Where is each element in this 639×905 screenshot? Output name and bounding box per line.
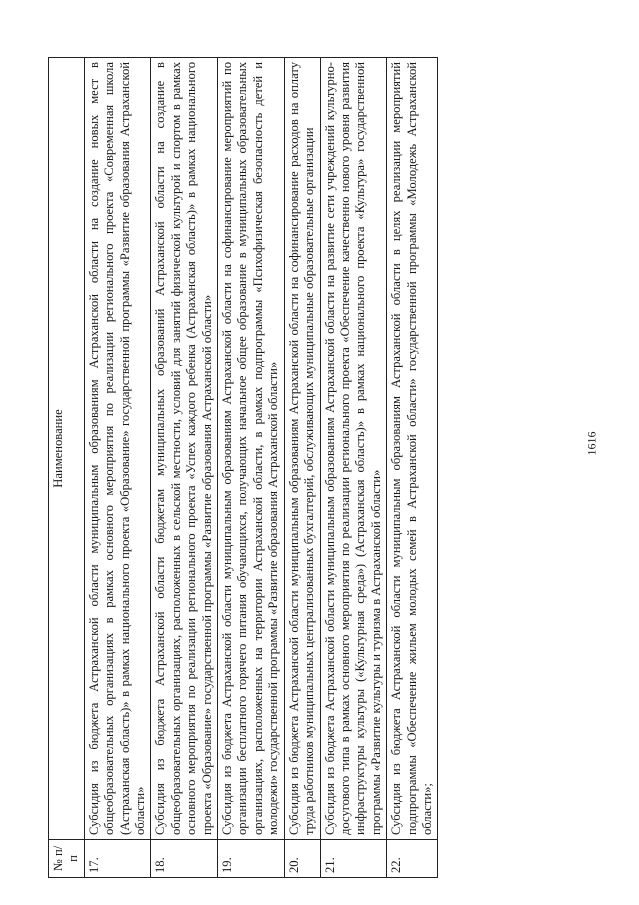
header-name: Наименование (49, 58, 85, 840)
row-number: 20. (284, 840, 320, 878)
table-row (284, 58, 320, 878)
row-text: Субсидия из бюджета Астраханской области муниципальным образованиям Астраханской области на софинансирование расходов на оплату труда работников муниципальных централизованных бухгалтерий, обслуживающих муниципальные образовательные организации (284, 58, 320, 840)
row-number: 19. (218, 840, 285, 878)
table-row (320, 58, 387, 878)
row-text: Субсидия из бюджета Астраханской области муниципальным образованиям Астраханской области в целях реализации мероприятий подпрограммы «Обеспечение жильем молодых семей в Астраханской области» государственной программы «Молодежь Астраханской области»; (387, 58, 438, 840)
row-number: 21. (320, 840, 387, 878)
row-number: 18. (151, 840, 218, 878)
document-table-rotated (48, 58, 568, 878)
row-text: Субсидия из бюджета Астраханской области муниципальным образованиям Астраханской области на создание новых мест в общеобразовательных организациях в рамках основного мероприятия по реализации регионального проекта «Современная школа (Астраханская область)» в рамках национального проекта «Образование» государственной программы «Развитие образования Астраханской области» (84, 58, 151, 840)
header-num: № п/п (49, 840, 85, 878)
row-text: Субсидия из бюджета Астраханской области бюджетам муниципальных образований Астраханской области на создание в общеобразовательных организациях, расположенных в сельской местности, условий для занятий физической культурой и спортом в рамках основного мероприятия по реализации регионального проекта «Успех каждого ребенка (Астраханская область)» в рамках национального проекта «Образование» государственной программы «Развитие образования Астраханской области» (151, 58, 218, 840)
table-row (151, 58, 218, 878)
row-text: Субсидия из бюджета Астраханской области муниципальным образованиям Астраханской области на развитие сети учреждений культурно-досугового типа в рамках основного мероприятия по реализации регионального проекта «Обеспечение качественно нового уровня развития инфраструктуры культуры («Культурная среда») (Астраханская область)» в рамках национального проекта «Культура» государственной программы «Развитие культуры и туризма в Астраханской области» (320, 58, 387, 840)
row-text: Субсидия из бюджета Астраханской области муниципальным образованиям Астраханской области на софинансирование мероприятий по организации бесплатного горячего питания обучающихся, получающих начальное общее образование в муниципальных образовательных организациях, расположенных на территории Астраханской области, в рамках подпрограммы «Психофизическая безопасность детей и молодежи» государственной программы «Развитие образования Астраханской области» (218, 58, 285, 840)
table-row (387, 58, 438, 878)
subsidy-table (48, 57, 438, 878)
table-row (84, 58, 151, 878)
page-number: 1616 (584, 431, 599, 456)
row-number: 22. (387, 840, 438, 878)
row-number: 17. (84, 840, 151, 878)
table-row (218, 58, 285, 878)
table-header-row (49, 58, 85, 878)
